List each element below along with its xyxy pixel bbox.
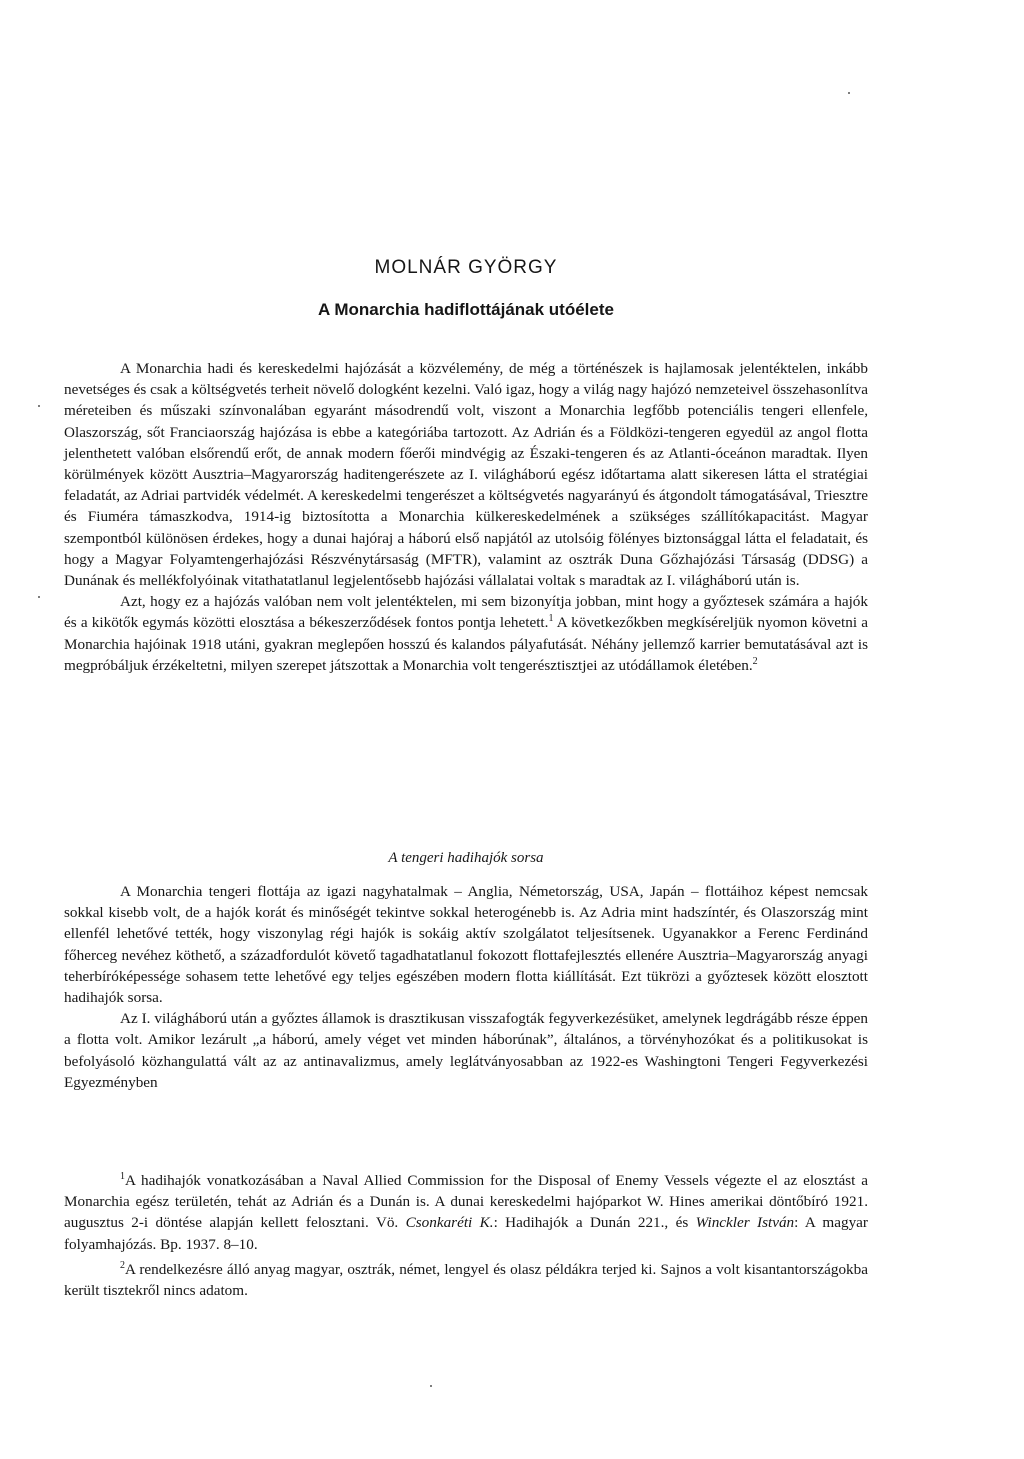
footnote-ref-2[interactable]: 2: [752, 655, 758, 667]
scan-speck: [430, 1385, 432, 1387]
paragraph: A Monarchia tengeri flottája az igazi nagyhatalmak – Anglia, Németország, USA, Japán – flottáihoz képest nemcsak sokkal kisebb volt, de a hajók korát és minőségét tekintve sokkal heterogénebb is. Az Adria mint hadszíntér, és Olaszország mint ellenfél lehetővé tették, hogy viszonylag régi hajók is sokáig aktív szolgálatot teljesítsenek. Ugyanakkor a Ferenc Ferdinánd főherceg nevéhez köthető, a századfordulót követő tagadhatatlanul fokozott flottafejlesztés ellenére Ausztria–Magyarország anyagi teherbíróképessége sohasem tette lehetővé egy teljes egészében modern flotta kiállítását. Ezt tükrözi a győztesek között elosztott hadihajók sorsa.: [64, 883, 868, 1007]
section-text: [64, 881, 868, 1093]
paragraph: [64, 591, 868, 676]
footnote-2: [64, 1259, 868, 1301]
footnote-ref-1[interactable]: 1: [548, 613, 554, 625]
footnote-text: : Hadihajók a Dunán 221., és: [493, 1214, 696, 1232]
footnotes: [64, 1170, 868, 1305]
scan-speck: [38, 405, 40, 407]
cited-author: Csonkaréti K.: [405, 1214, 494, 1232]
section-heading: A tengeri hadihajók sorsa: [388, 850, 544, 866]
paragraph: Az I. világháború után a győztes államok is drasztikusan visszafogták fegyverkezésüket, amelynek legdrágább része éppen a flotta volt. Amikor lezárult „a háború, amely véget vet minden háborúnak”, általános, a törvényhozókat és a politikusokat is befolyásoló közhangulattá vált az az antinavalizmus, amely leglátványosabban az 1922-es Washingtoni Tengeri Fegyverkezési Egyezményben: [64, 1010, 868, 1091]
paragraph: A Monarchia hadi és kereskedelmi hajózását a közvélemény, de még a történészek is hajlamosak jelentéktelen, inkább nevetséges és csak a költségvetés terheit növelő dologként kezelni. Való igaz, hogy a világ nagy hajózó nemzeteivel összehasonlítva méreteiben és műszaki színvonalában egyaránt másodrendű volt, viszont a Monarchia legfőbb potenciális tengeri ellenfele, Olaszország, sőt Franciaország hajózása is ebbe a kategóriába tartozott. Az Adrián és a Földközi-tengeren egyedül az angol flotta jelenthetett valóban elsőrendű erőt, de annak modern főerői mindvégig az Északi-tengeren és az Atlanti-óceánon maradtak. Ilyen körülmények között Ausztria–Magyarország haditengerészete az I. világháború egész időtartama alatt sikeresen látta el stratégiai feladatát, az Adriai partvidék védelmét. A kereskedelmi tengerészet a költségvetés nagyarányú és átgondolt támogatásával, Triesztre és Fiuméra támaszkodva, 1914-ig biztosította a Monarchia külkereskedelmének a szükséges szállítókapacitást. Magyar szempontból különösen érdekes, hogy a dunai hajóraj a háború első napjától az utolsóig fölényes biztonsággal látta el feladatait, és hogy a Magyar Folyamtengerhajózási Részvénytársaság (MFTR), valamint az osztrák Duna Gőzhajózási Társaság (DDSG) a Dunának és mellékfolyóinak vitathatatlanul legjelentősebb hajózási vállalatai voltak s maradtak az I. világháború után is.: [64, 360, 868, 590]
footnote-text: A rendelkezésre álló anyag magyar, osztrák, német, lengyel és olasz példákra terjed ki. Sajnos a volt kisantantországokba került tisztekről nincs adatom.: [64, 1260, 868, 1300]
paragraph-text: Azt, hogy ez a hajózás valóban nem volt jelentéktelen, mi sem bizonyítja jobban, mint hogy a győztesek számára a hajók és a kikötők egymás közötti elosztása a békeszerződések fontos pontja lehetett.: [64, 593, 868, 632]
footnote-text: : A magyar folyamhajózás. Bp. 1937. 8–10.: [64, 1214, 868, 1253]
paragraph-text: A következőkben megkíséreljük nyomon követni a Monarchia hajóinak 1918 utáni, gyakran meglepően hosszú és kalandos pályafutását. Néhány jellemző karrier bemutatásával azt is megpróbáljuk érzékeltetni, milyen szerepet játszottak a Monarchia volt tengerésztisztjei az utódállamok életében.: [64, 614, 869, 674]
footnote-number: 2: [120, 1259, 125, 1271]
footnote-1: [64, 1170, 868, 1255]
author-name: MOLNÁR GYÖRGY: [374, 257, 558, 278]
cited-author: Winckler István: [695, 1214, 795, 1232]
scan-speck: [848, 92, 850, 94]
scan-speck: [38, 596, 40, 598]
intro-text: [64, 358, 868, 676]
article-title: A Monarchia hadiflottájának utóélete: [318, 300, 614, 319]
footnote-text: A hadihajók vonatkozásában a Naval Allied Commission for the Disposal of Enemy Vessels végezte el az elosztást a Monarchia egész területén, tehát az Adrián és a Dunán is. A dunai kereskedelmi hajóparkot W. Hines amerikai döntőbíró 1921. augusztus 2-i döntése alapján kellett felosztani. Vö.: [64, 1172, 868, 1232]
footnote-number: 1: [120, 1170, 125, 1182]
